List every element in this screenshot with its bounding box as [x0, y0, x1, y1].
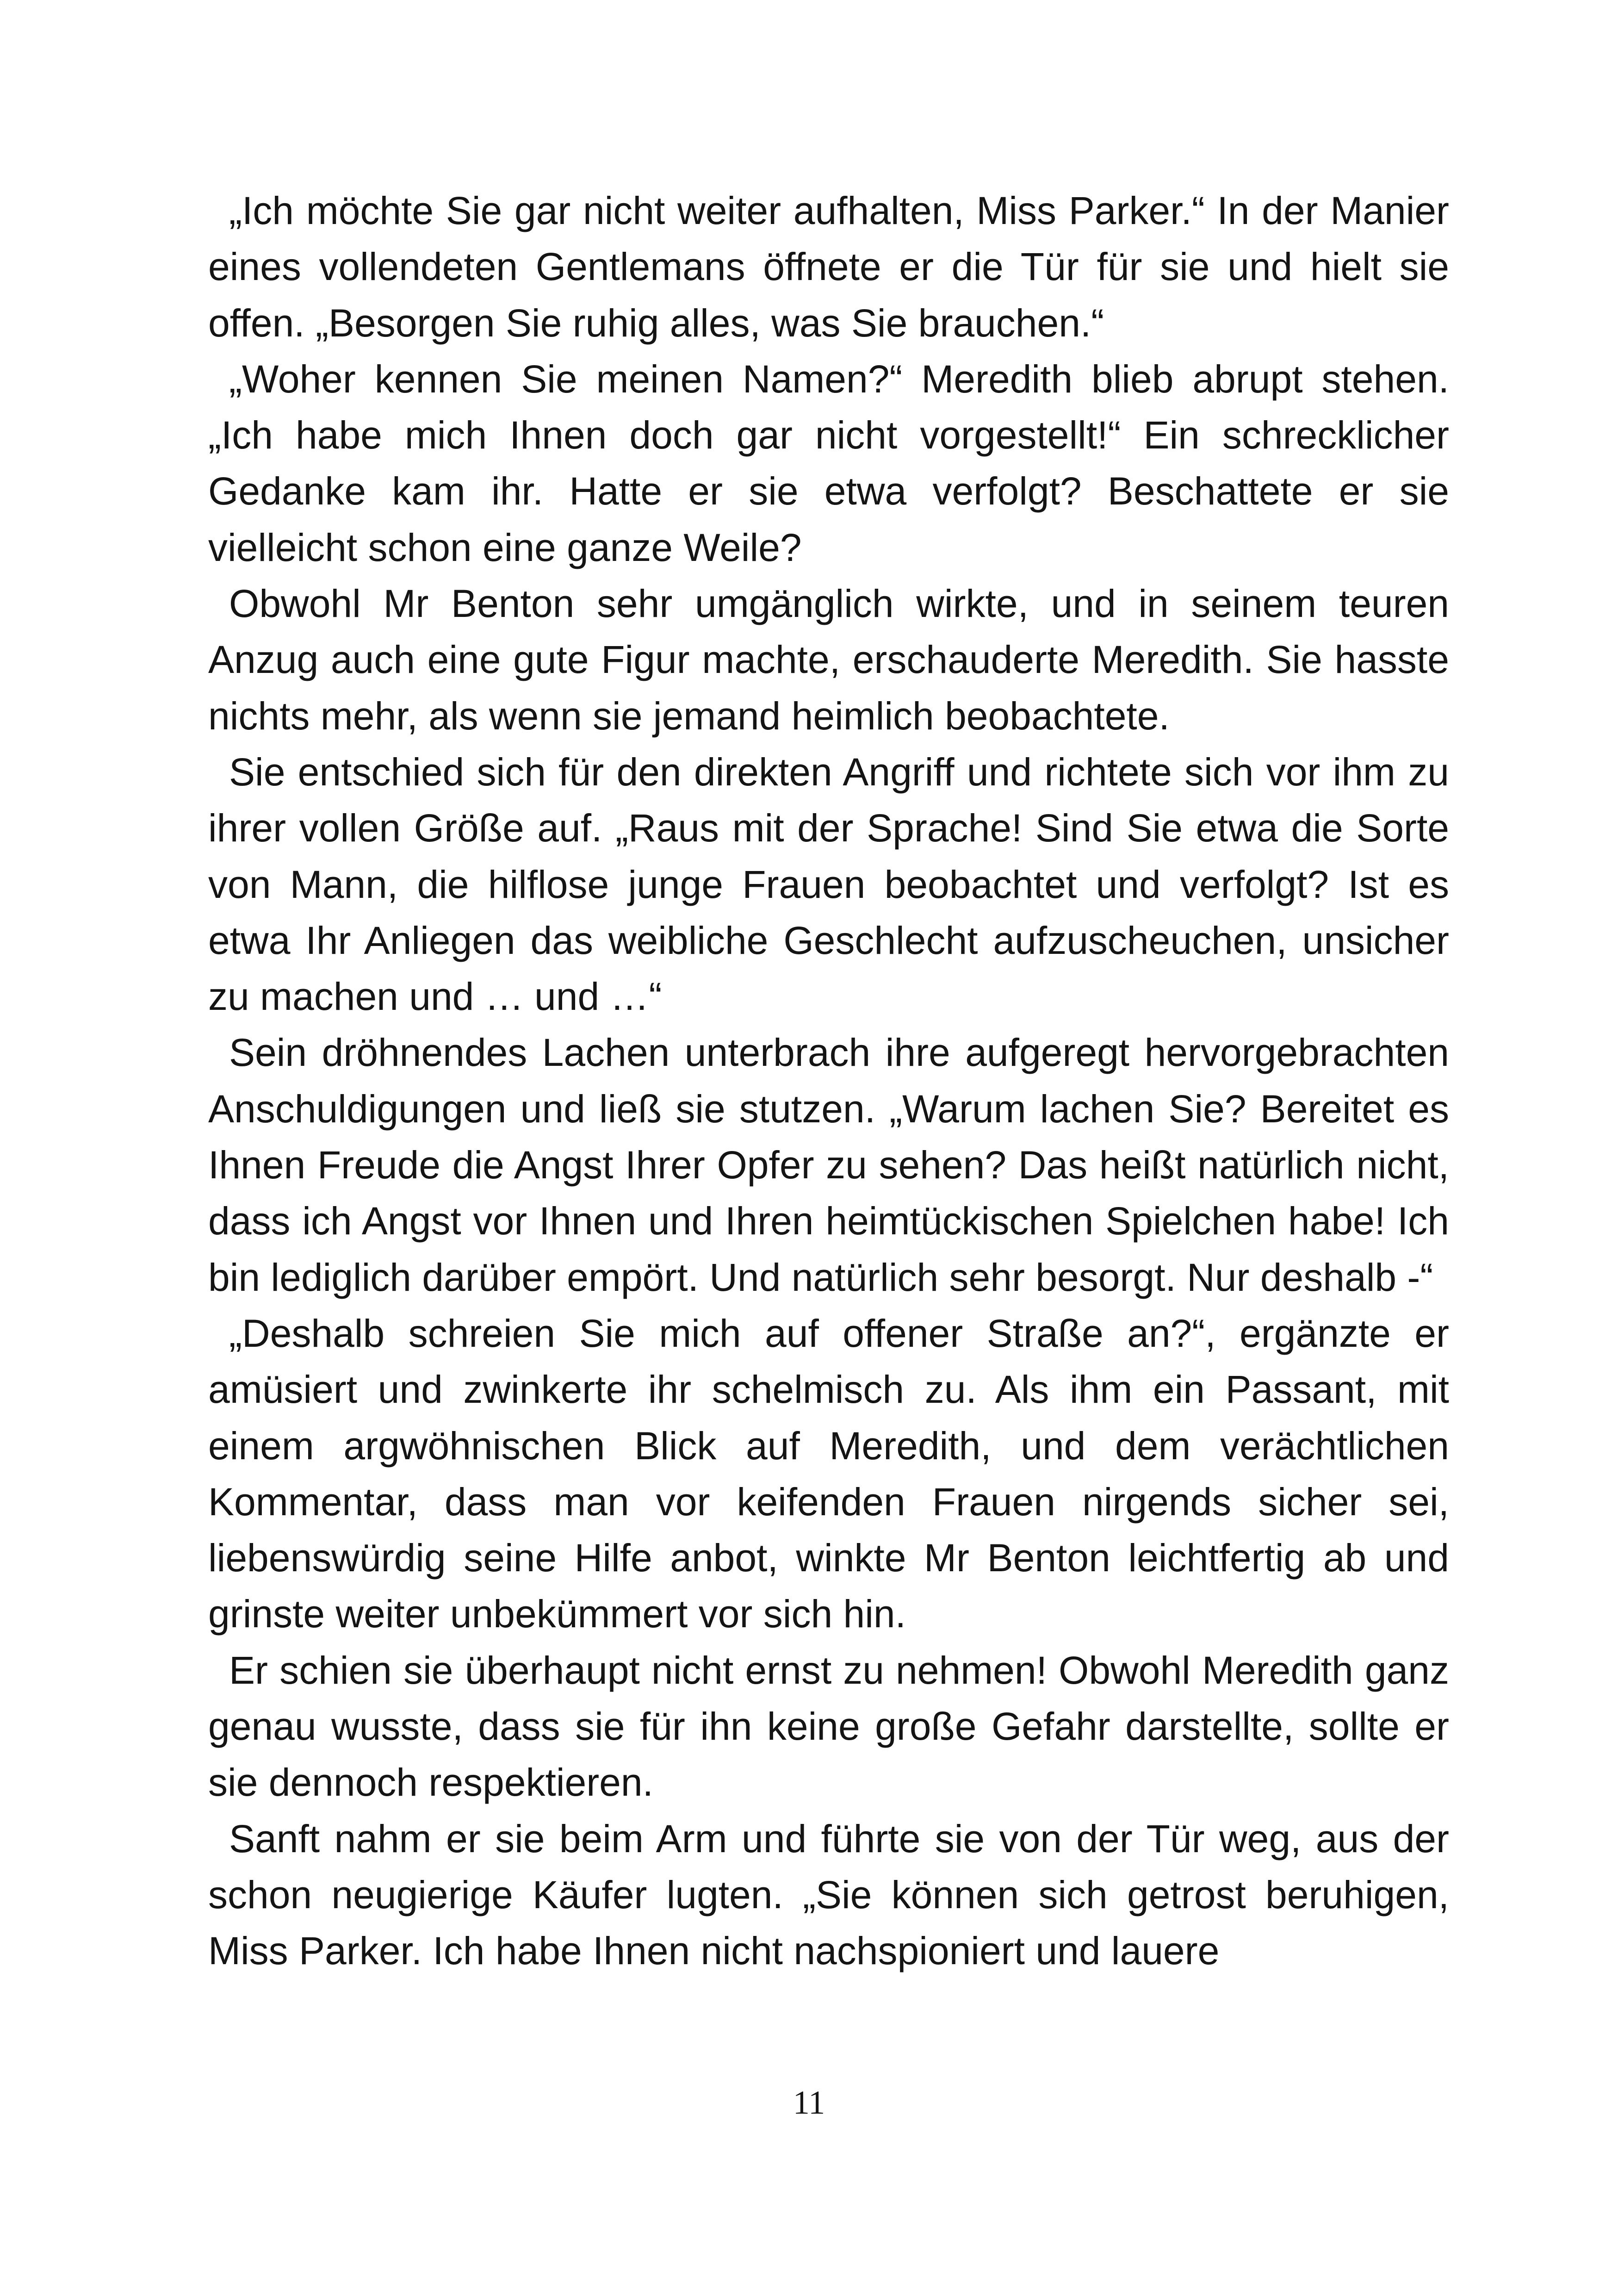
paragraph: Er schien sie überhaupt nicht ernst zu nehmen! Obwohl Meredith ganz genau wusste, dass sie für ihn keine große Gefahr darstellte, sollte er sie dennoch respektieren. [208, 1648, 1449, 1804]
paragraph: „Deshalb schreien Sie mich auf offener Straße an?“, ergänzte er amüsiert und zwinkerte ihr schelmisch zu. Als ihm ein Passant, mit einem argwöhnischen Blick auf Meredith, und dem verächtlichen Kommentar, dass man vor keifenden Frauen nirgends sicher sei, liebenswürdig seine Hilfe anbot, winkte Mr Benton leichtfertig ab und grinste weiter unbekümmert vor sich hin. [208, 1311, 1449, 1636]
paragraph: Sein dröhnendes Lachen unterbrach ihre aufgeregt hervorgebrachten Anschuldigungen und ließ sie stutzen. „Warum lachen Sie? Bereitet es Ihnen Freude die Angst Ihrer Opfer zu sehen? Das heißt natürlich nicht, dass ich Angst vor Ihnen und Ihren heimtückischen Spielchen habe! Ich bin lediglich darüber empört. Und natürlich sehr besorgt. Nur deshalb -“ [208, 1031, 1449, 1299]
paragraph: Sanft nahm er sie beim Arm und führte sie von der Tür weg, aus der schon neugierige Käufer lugten. „Sie können sich getrost beruhigen, Miss Parker. Ich habe Ihnen nicht nachspioniert und lauere [208, 1817, 1449, 1973]
paragraph: Sie entschied sich für den direkten Angriff und richtete sich vor ihm zu ihrer vollen Größe auf. „Raus mit der Sprache! Sind Sie etwa die Sorte von Mann, die hilflose junge Frauen beobachtet und verfolgt? Ist es etwa Ihr Anliegen das weibliche Geschlecht aufzuscheuchen, unsicher zu machen und … und …“ [208, 750, 1449, 1019]
page-number: 11 [793, 2084, 825, 2121]
paragraph: Obwohl Mr Benton sehr umgänglich wirkte, und in seinem teuren Anzug auch eine gute Figur machte, erschauderte Meredith. Sie hasste nichts mehr, als wenn sie jemand heimlich beobachtete. [208, 582, 1449, 738]
page-body [208, 183, 1449, 1979]
paragraph: „Ich möchte Sie gar nicht weiter aufhalten, Miss Parker.“ In der Manier eines vollendeten Gentlemans öffnete er die Tür für sie und hielt sie offen. „Besorgen Sie ruhig alles, was Sie brauchen.“ [208, 189, 1449, 345]
paragraph: „Woher kennen Sie meinen Namen?“ Meredith blieb abrupt stehen. „Ich habe mich Ihnen doch gar nicht vorgestellt!“ Ein schrecklicher Gedanke kam ihr. Hatte er sie etwa verfolgt? Beschattete er sie vielleicht schon eine ganze Weile? [208, 357, 1449, 569]
